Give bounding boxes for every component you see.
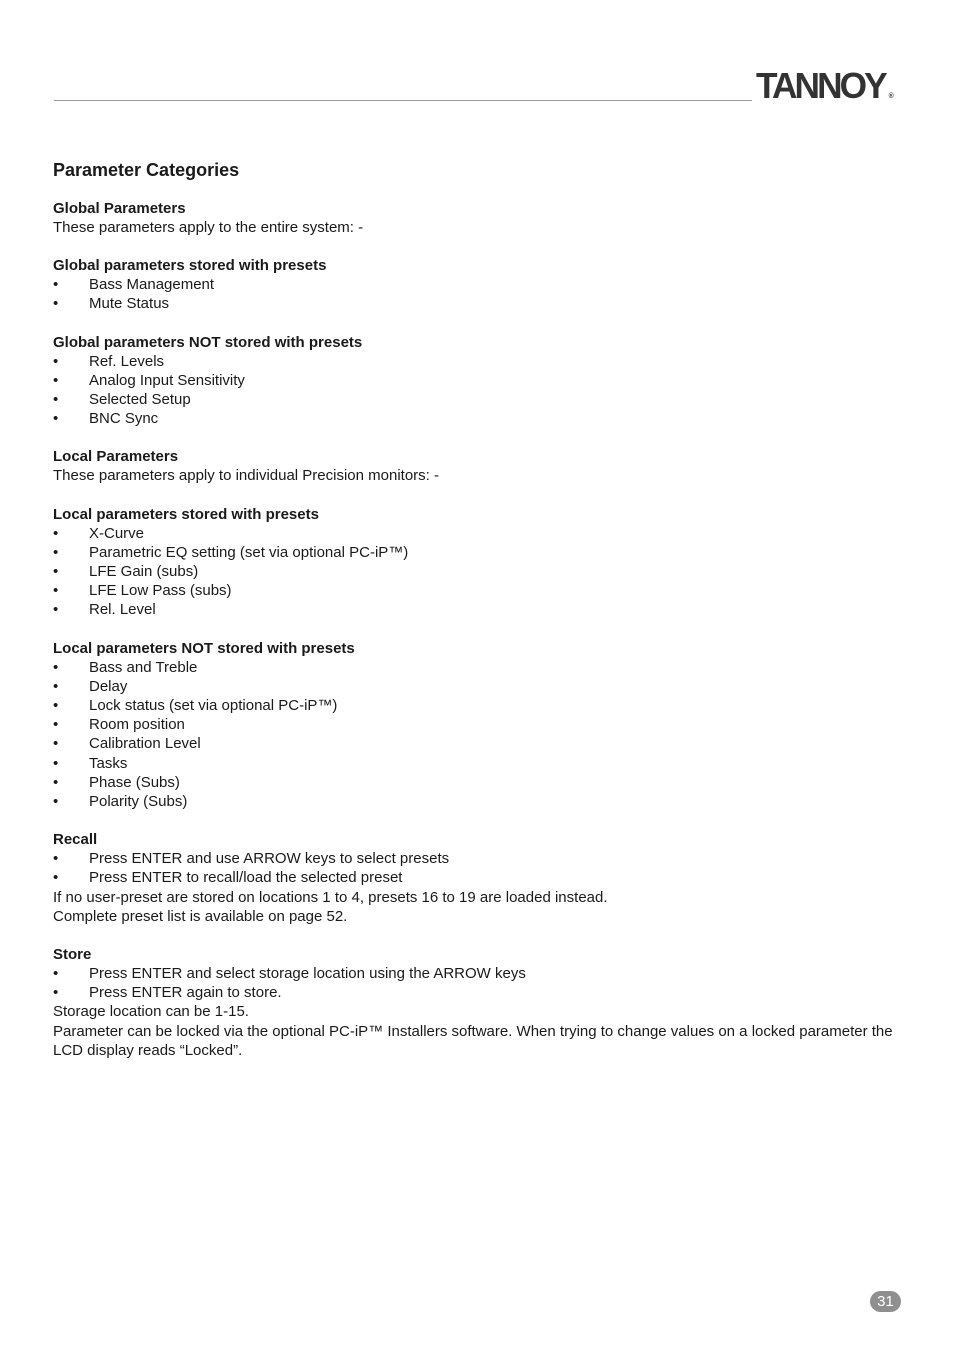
paragraph: Storage location can be 1-15. (53, 1003, 249, 1021)
bullet-list (53, 524, 913, 620)
list-item-text: X-Curve (89, 524, 145, 542)
section-heading: Local parameters stored with presets (53, 505, 319, 523)
list-item (53, 792, 913, 811)
sections-container (53, 199, 913, 1060)
bullet-list (53, 849, 913, 887)
section-heading: Recall (53, 831, 98, 849)
bullet-icon: • (53, 984, 59, 1002)
bullet-icon: • (53, 677, 59, 695)
paragraph: These parameters apply to individual Precision monitors: - (53, 467, 440, 485)
header-rule (54, 100, 752, 101)
bullet-icon: • (53, 352, 59, 370)
list-item-text: LFE Gain (subs) (89, 563, 199, 581)
list-item (53, 371, 913, 390)
list-item-text: BNC Sync (89, 410, 159, 428)
list-item-text: Delay (89, 677, 128, 695)
bullet-icon: • (53, 410, 59, 428)
section (53, 447, 913, 485)
list-item (53, 524, 913, 543)
section-heading: Store (53, 946, 92, 964)
list-item (53, 294, 913, 313)
bullet-icon: • (53, 850, 59, 868)
bullet-list (53, 658, 913, 812)
list-item-text: Bass Management (89, 276, 215, 294)
bullet-icon: • (53, 601, 59, 619)
section (53, 199, 913, 237)
tannoy-logo: TANNOY ® (756, 65, 894, 106)
paragraph: These parameters apply to the entire system: - (53, 219, 364, 236)
list-item (53, 734, 913, 753)
section-heading: Global parameters stored with presets (53, 257, 327, 275)
list-item (53, 562, 913, 581)
list-item (53, 275, 913, 294)
list-item (53, 581, 913, 600)
list-item (53, 390, 913, 409)
bullet-icon: • (53, 295, 59, 313)
list-item-text: Room position (89, 716, 185, 734)
bullet-icon: • (53, 965, 59, 983)
list-item (53, 600, 913, 619)
list-item-text: Parametric EQ setting (set via optional PC-iP™) (89, 543, 409, 561)
paragraph: Parameter can be locked via the optional PC-iP™ Installers software. When trying to change values on a locked parameter the LCD display reads “Locked”. (53, 1022, 893, 1059)
list-item-text: Polarity (Subs) (89, 793, 188, 811)
list-item (53, 715, 913, 734)
list-item-text: Analog Input Sensitivity (89, 371, 245, 389)
bullet-icon: • (53, 869, 59, 887)
section (53, 945, 913, 1060)
bullet-icon: • (53, 658, 59, 676)
bullet-icon: • (53, 754, 59, 772)
bullet-icon: • (53, 371, 59, 389)
bullet-icon: • (53, 582, 59, 600)
section (53, 830, 913, 926)
list-item (53, 696, 913, 715)
bullet-icon: • (53, 773, 59, 791)
list-item-text: Mute Status (89, 295, 170, 313)
list-item (53, 543, 913, 562)
list-item-text: Press ENTER and select storage location using the ARROW keys (89, 965, 526, 983)
page-title: Parameter Categories (53, 160, 240, 180)
document-body (53, 158, 913, 1079)
section-heading: Local Parameters (53, 448, 179, 466)
list-item-text: Phase (Subs) (89, 773, 180, 791)
page-number-badge: 31 (870, 1291, 901, 1312)
bullet-icon: • (53, 716, 59, 734)
bullet-icon: • (53, 793, 59, 811)
section (53, 256, 913, 313)
list-item (53, 352, 913, 371)
list-item-text: Bass and Treble (89, 658, 198, 676)
list-item-text: LFE Low Pass (subs) (89, 582, 232, 600)
list-item (53, 658, 913, 677)
bullet-icon: • (53, 543, 59, 561)
section-heading: Local parameters NOT stored with presets (53, 639, 355, 657)
bullet-icon: • (53, 697, 59, 715)
list-item (53, 964, 913, 983)
list-item (53, 773, 913, 792)
list-item-text: Rel. Level (89, 601, 156, 619)
list-item-text: Press ENTER to recall/load the selected preset (89, 869, 403, 887)
list-item (53, 677, 913, 696)
paragraph: Complete preset list is available on page 52. (53, 907, 348, 925)
list-item-text: Tasks (89, 754, 128, 772)
section (53, 505, 913, 620)
list-item-text: Selected Setup (89, 391, 191, 409)
bullet-icon: • (53, 524, 59, 542)
bullet-list (53, 964, 913, 1002)
bullet-icon: • (53, 563, 59, 581)
list-item-text: Lock status (set via optional PC-iP™) (89, 697, 338, 715)
list-item-text: Calibration Level (89, 735, 201, 753)
list-item (53, 409, 913, 428)
list-item-text: Press ENTER and use ARROW keys to select presets (89, 850, 450, 868)
bullet-icon: • (53, 391, 59, 409)
paragraph: If no user-preset are stored on locations 1 to 4, presets 16 to 19 are loaded instead. (53, 888, 608, 906)
list-item-text: Press ENTER again to store. (89, 984, 282, 1002)
bullet-list (53, 275, 913, 313)
bullet-icon: • (53, 276, 59, 294)
section (53, 639, 913, 812)
bullet-icon: • (53, 735, 59, 753)
list-item (53, 868, 913, 887)
section (53, 333, 913, 429)
list-item (53, 754, 913, 773)
list-item-text: Ref. Levels (89, 352, 165, 370)
list-item (53, 849, 913, 868)
section-heading: Global Parameters (53, 200, 186, 217)
bullet-list (53, 352, 913, 429)
section-heading: Global parameters NOT stored with presets (53, 333, 363, 351)
list-item (53, 983, 913, 1002)
